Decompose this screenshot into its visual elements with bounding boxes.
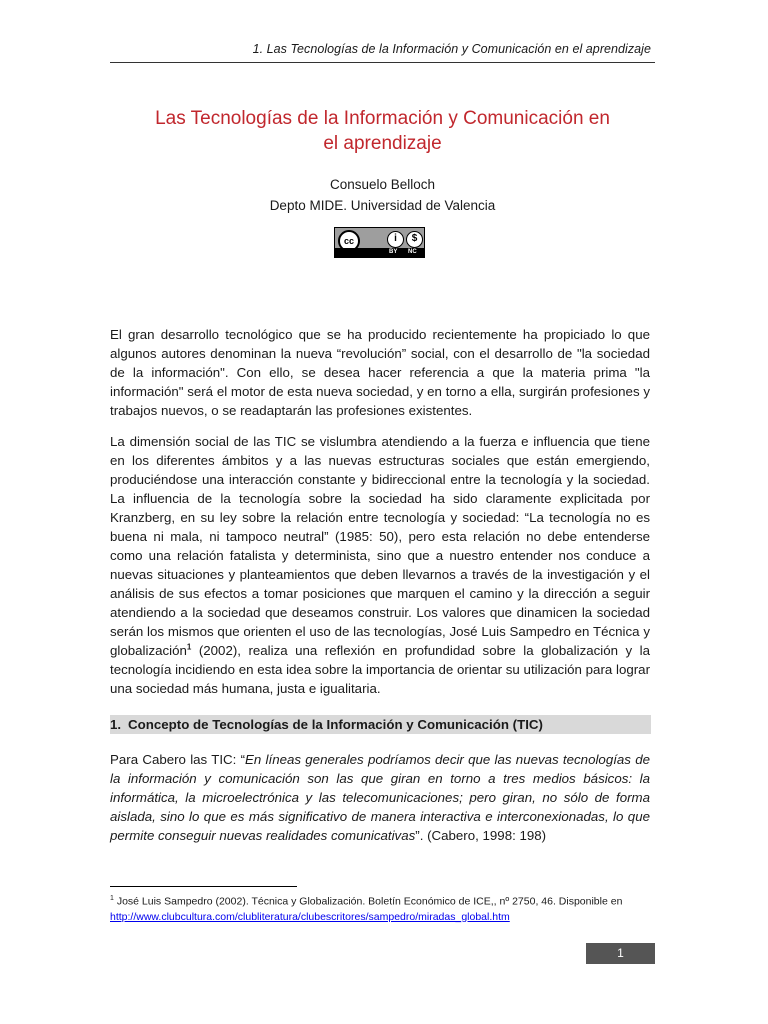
quote-lead: Para Cabero las TIC: “ xyxy=(110,752,246,767)
author-name: Consuelo Belloch xyxy=(329,177,436,192)
footnote-marker: 1 xyxy=(110,895,114,902)
creative-commons-license-badge xyxy=(334,227,425,258)
by-label: BY xyxy=(389,249,398,255)
paragraph-2 xyxy=(110,432,650,698)
footnote xyxy=(110,891,655,925)
author-block xyxy=(110,174,655,216)
noncommercial-icon: $ xyxy=(406,231,423,248)
title-line-2: el aprendizaje xyxy=(323,133,442,154)
running-title: 1. Las Tecnologías de la Información y Comunicación en el aprendizaje xyxy=(252,42,651,56)
paragraph-2-part-a: La dimensión social de las TIC se vislumbra atendiendo a la fuerza e influencia que tiene en los diferentes ámbitos y a las nuevas estructuras sociales que están emergiendo, produciéndose una interacción constante y bidireccional entre la tecnología y la sociedad. La influencia de la tecnología sobre la sociedad ha sido claramente explicitada por Kranzberg, en su ley sobre la relación entre tecnología y sociedad: “La tecnología no es buena ni mala, ni tampoco neutral” (1985: 50), pero esta relación no debe entenderse como una relación fatalista y determinista, sino que a nuestro entender nos conduce a nuevas situaciones y planteamientos que deben llevarnos a través de la investigación y el análisis de sus efectos a tomar posiciones que marquen el camino y la dirección a seguir atendiendo a la sociedad que deseamos construir. Los valores que dinamicen la sociedad serán los mismos que orienten el uso de las tecnologías, José Luis Sampedro en Técnica y globalización xyxy=(110,434,650,658)
cc-logo-icon: cc xyxy=(338,230,360,252)
nc-label: NC xyxy=(408,249,417,255)
footnote-link[interactable]: http://www.clubcultura.com/clubliteratura/clubescritores/sampedro/miradas_global.htm xyxy=(110,910,510,923)
section-number: 1. xyxy=(110,717,122,732)
quote-text: En líneas generales podríamos decir que las nuevas tecnologías de la información y comunicación son las que giran en torno a tres medios básicos: la informática, la microelectrónica y las telecomunicaciones; pero giran, no sólo de forma aislada, sino lo que es más significativo de manera interactiva e interconexionadas, lo que permite conseguir nuevas realidades comunicativas xyxy=(110,752,650,843)
title-line-1: Las Tecnologías de la Información y Comunicación en xyxy=(155,108,610,129)
page-number: 1 xyxy=(586,943,655,964)
section-heading xyxy=(110,715,651,734)
running-header xyxy=(110,0,655,63)
author-affiliation: Depto MIDE. Universidad de Valencia xyxy=(269,198,496,213)
footnote-text: José Luis Sampedro (2002). Técnica y Globalización. Boletín Económico de ICE,, nº 2750, 46. Disponible en xyxy=(113,895,623,908)
paragraph-2-part-b: (2002), realiza una reflexión en profundidad sobre la globalización y la tecnología incidiendo en esta idea sobre la importancia de orientar su utilización para lograr una sociedad más humana, justa e igualitaria. xyxy=(110,643,650,696)
footnote-reference[interactable]: 1 xyxy=(186,642,192,652)
section-title: Concepto de Tecnologías de la Información y Comunicación (TIC) xyxy=(128,717,543,732)
footnote-divider xyxy=(110,886,297,887)
quote-tail: ”. (Cabero, 1998: 198) xyxy=(415,828,547,843)
attribution-icon: i xyxy=(387,231,404,248)
quote-paragraph xyxy=(110,750,650,845)
document-title xyxy=(110,106,655,156)
paragraph-1: El gran desarrollo tecnológico que se ha producido recientemente ha propiciado lo que algunos autores denominan la nueva “revolución” social, con el desarrollo de "la sociedad de la información". Con ello, se desea hacer referencia a que la materia prima "la información" será el motor de esta nueva sociedad, y en torno a ella, surgirán profesiones y trabajos nuevos, o se readaptarán las profesiones existentes. xyxy=(110,327,650,418)
